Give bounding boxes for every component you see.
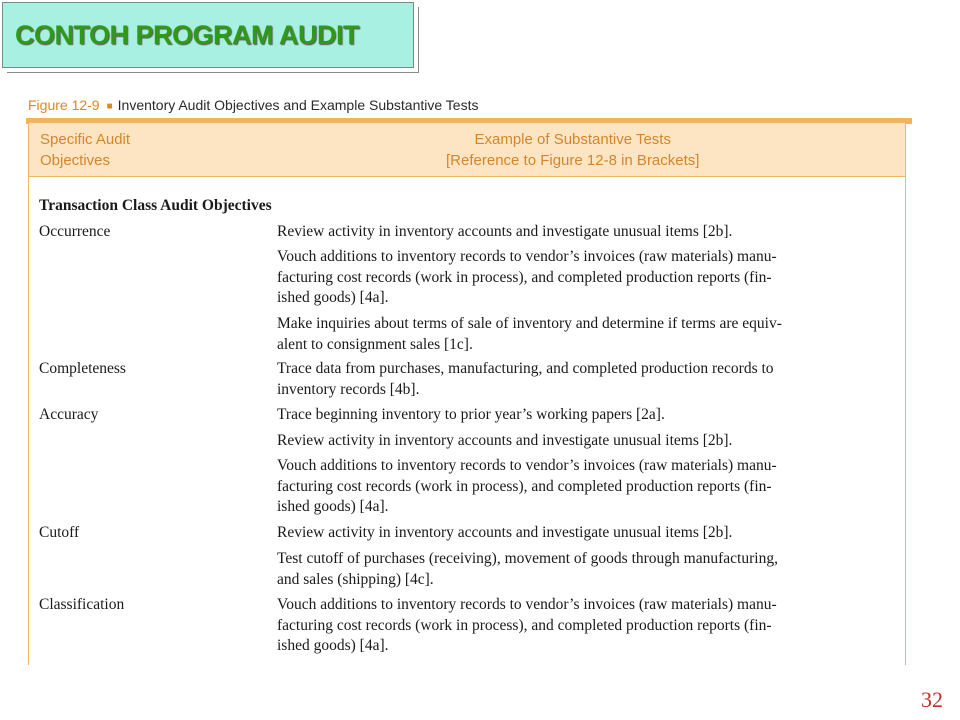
objective-label: Completeness [39, 360, 126, 377]
header-objectives: Specific Audit Objectives [40, 131, 131, 169]
table-header [28, 122, 906, 177]
test-text: Make inquiries about terms of sale of inventory and determine if terms are equiv- alent to consignment sales [1c]. [277, 315, 782, 353]
figure-caption [28, 97, 478, 113]
objective-label: Occurrence [39, 223, 111, 240]
test-text: Vouch additions to inventory records to vendor’s invoices (raw materials) manu- facturing cost records (work in process), and completed production reports (fin- ished goods) [4a]. [277, 457, 777, 515]
figure-caption-text: Inventory Audit Objectives and Example Substantive Tests [117, 97, 479, 113]
objective-label: Cutoff [39, 524, 80, 541]
objective-label: Accuracy [39, 406, 99, 423]
test-text: Trace data from purchases, manufacturing, and completed production records to inventory records [4b]. [277, 360, 774, 398]
slide-title: CONTOH PROGRAM AUDIT [15, 20, 359, 50]
figure-image [26, 95, 912, 665]
test-text: Vouch additions to inventory records to vendor’s invoices (raw materials) manu- facturing cost records (work in process), and completed production reports (fin- ished goods) [4a]. [277, 248, 777, 306]
figure-number: Figure 12-9 [28, 97, 100, 113]
test-text: Review activity in inventory accounts and investigate unusual items [2b]. [277, 524, 733, 541]
test-text: Review activity in inventory accounts and investigate unusual items [2b]. [277, 432, 733, 449]
square-bullet-icon: ■ [106, 101, 113, 112]
test-text: Test cutoff of purchases (receiving), movement of goods through manufacturing, and sales (shipping) [4c]. [277, 550, 778, 588]
slide-title-box [2, 2, 414, 68]
test-text: Review activity in inventory accounts and investigate unusual items [2b]. [277, 223, 733, 240]
objective-label: Classification [39, 596, 125, 613]
section-title: Transaction Class Audit Objectives [39, 197, 272, 214]
page-number: 32 [921, 687, 943, 712]
test-text: Trace beginning inventory to prior year’s working papers [2a]. [277, 406, 665, 423]
test-text: Vouch additions to inventory records to vendor’s invoices (raw materials) manu- facturing cost records (work in process), and completed production reports (fin- ished goods) [4a]. [277, 596, 777, 654]
header-tests: Example of Substantive Tests [Reference to Figure 12-8 in Brackets] [446, 131, 700, 169]
